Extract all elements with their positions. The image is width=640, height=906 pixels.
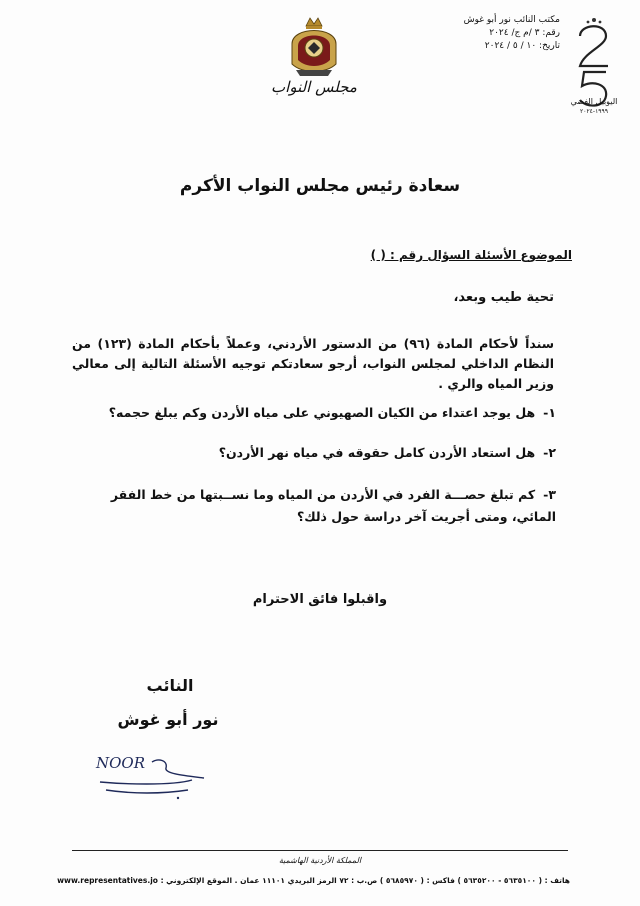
reference-number: رقم: ٣ /م ج/ ٢٠٢٤ (489, 28, 560, 38)
question-item (72, 484, 556, 528)
footer-divider (72, 850, 568, 851)
signature-text: NOOR (96, 754, 146, 772)
emblem-caption: اليوبيل الفضي (570, 97, 618, 106)
footer-caption: المملكة الأردنية الهاشمية (278, 856, 362, 865)
letter-date: تاريخ: ١٠ / ٥ / ٢٠٢٤ (484, 41, 560, 51)
parliament-caption: مجلس النواب (271, 78, 357, 96)
closing-line: واقبلوا فائق الاحترام (252, 592, 388, 607)
office-info (410, 14, 560, 53)
subject-line: الموضوع الأسئلة السؤال رقم : ( ) (370, 248, 572, 262)
question-text: هل يوجد اعتداء من الكيان الصهيوني على مياه الأردن وكم يبلغ حجمه؟ (108, 405, 536, 420)
signer-title: النائب (146, 676, 194, 695)
question-text: هل استعاد الأردن كامل حقوقه في مياه نهر الأردن؟ (218, 445, 536, 460)
contact-details: هاتف : ( ٥٦٣٥١٠٠ - ٥٦٣٥٢٠٠ ) فاكس : ( ٥٦٨٥٩٧٠ ) ص.ب : ٧٢ الرمز البريدي ١١١٠١ عمان . الموقع الإلكتروني : (160, 876, 570, 885)
footer-contact (57, 876, 570, 885)
question-number: ٢- (543, 445, 556, 460)
office-name: مكتب النائب نور أبو غوش (463, 15, 560, 25)
addressee: سعادة رئيس مجلس النواب الأكرم (179, 176, 461, 196)
question-number: ٣- (543, 487, 556, 502)
website-link[interactable]: www.representatives.jo (57, 876, 158, 885)
coat-of-arms-icon (286, 14, 342, 78)
handwritten-signature (92, 748, 212, 804)
question-item (72, 402, 556, 424)
greeting: تحية طيب وبعد، (453, 290, 554, 305)
question-text: كم تبلغ حصـــة الفرد في الأردن من المياه وما نســبتها من خط الفقر المائي، ومتى أجريت آخر دراسة حول ذلك؟ (110, 487, 556, 524)
emblem-years: ١٩٩٩-٢٠٢٤ (580, 108, 608, 115)
question-item (72, 442, 556, 464)
intro-paragraph: سنداً لأحكام المادة (٩٦) من الدستور الأردني، وعملاً بأحكام المادة (١٢٣) من النظام الداخلي لمجلس النواب، أرجو سعادتكم توجيه الأسئلة التالية إلى معالي وزير المياه والري . (72, 336, 554, 391)
question-number: ١- (543, 405, 556, 420)
signer-name: نور أبو غوش (117, 710, 219, 729)
